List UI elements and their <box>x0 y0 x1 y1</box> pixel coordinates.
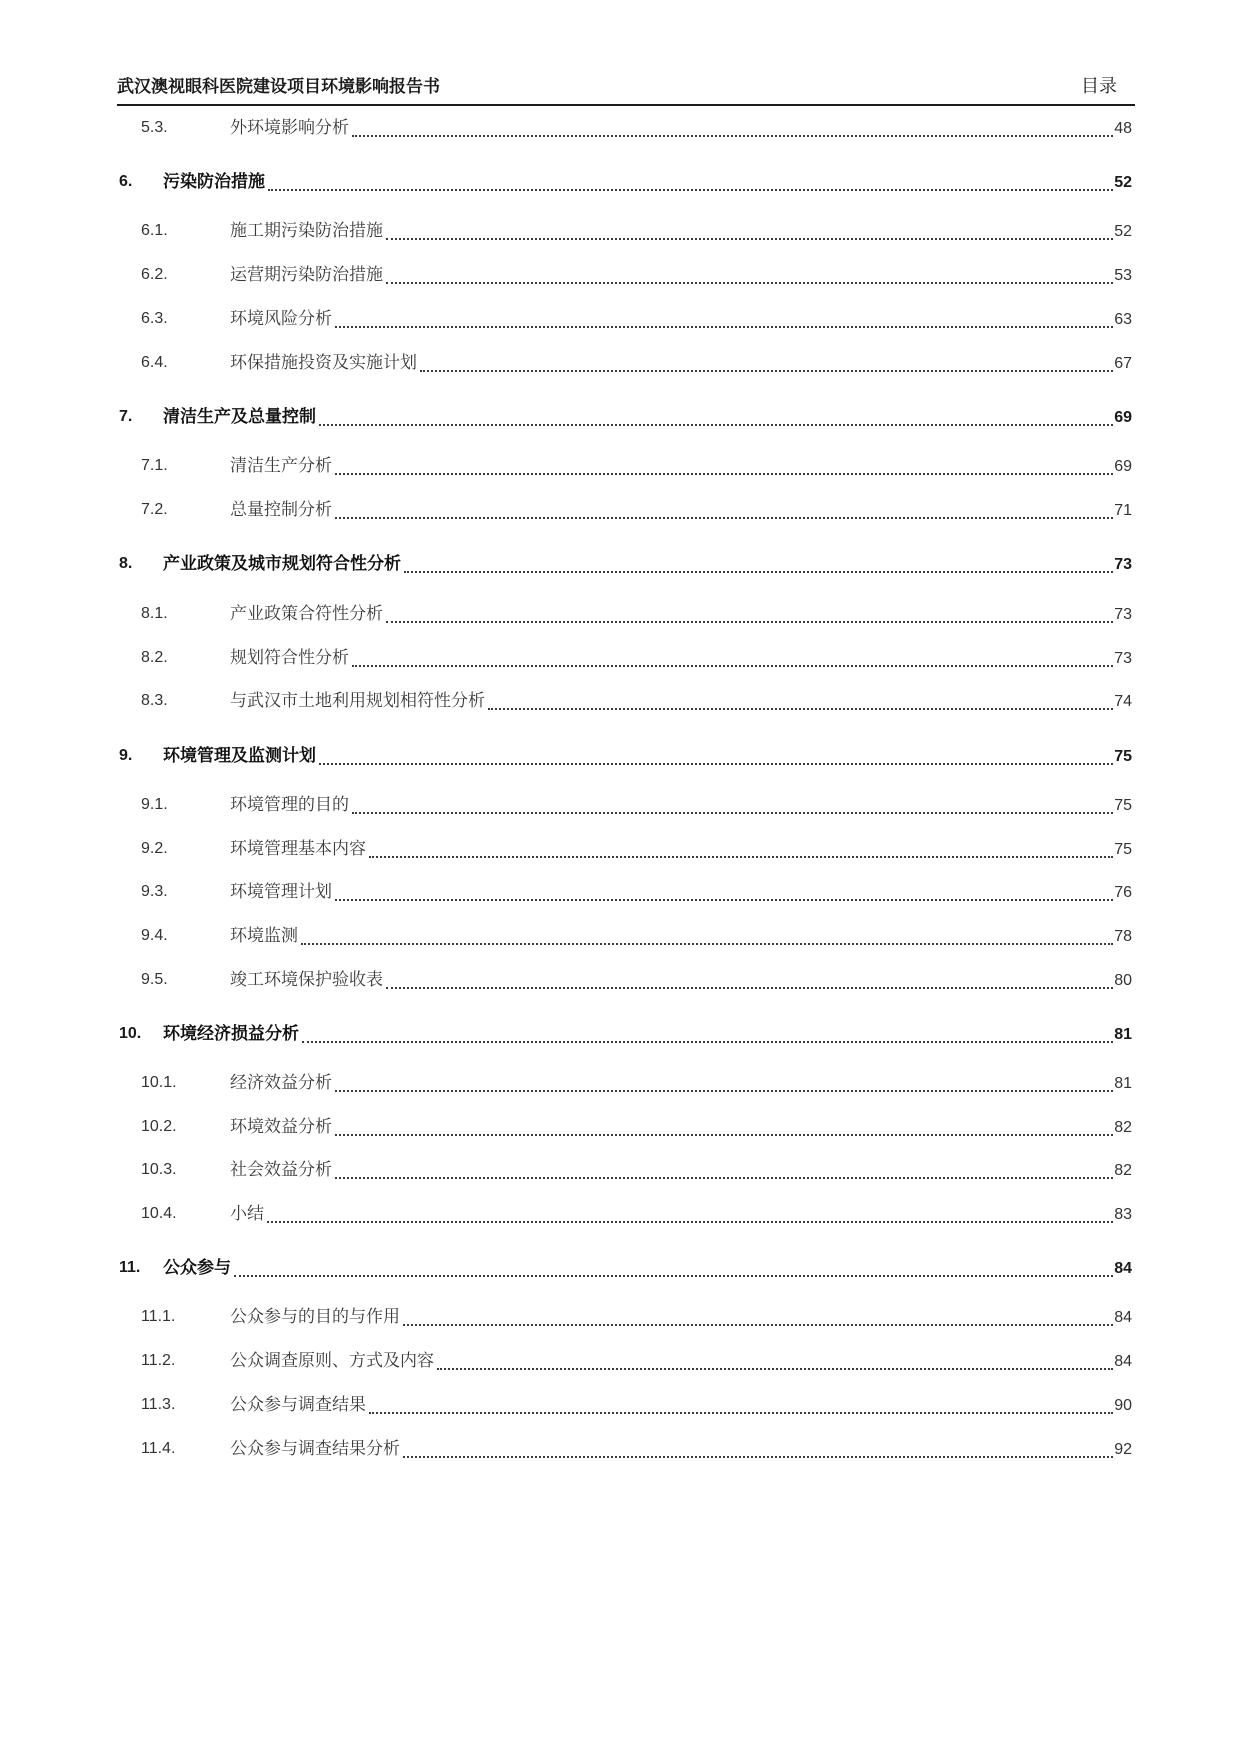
toc-section-entry[interactable] <box>0 1391 1241 1419</box>
toc-entry-title: 环境管理基本内容 <box>230 839 366 859</box>
toc-section-entry[interactable] <box>0 966 1241 994</box>
toc-dot-leader <box>404 571 1113 573</box>
toc-entry-line <box>230 600 1132 628</box>
toc-entry-line <box>230 496 1132 524</box>
toc-entry-number: 6. <box>119 173 133 190</box>
toc-section-entry[interactable] <box>0 1347 1241 1375</box>
toc-entry-number: 9.2. <box>141 840 168 857</box>
toc-entry-line <box>230 452 1132 480</box>
toc-entry-page: 53 <box>1114 267 1132 284</box>
toc-entry-title: 公众参与调查结果分析 <box>230 1439 400 1459</box>
toc-chapter-entry[interactable] <box>0 168 1241 196</box>
toc-dot-leader <box>386 238 1113 240</box>
toc-entry-page: 73 <box>1114 606 1132 623</box>
toc-entry-line <box>163 742 1132 770</box>
toc-dot-leader <box>488 708 1113 710</box>
toc-entry-line <box>163 1254 1132 1282</box>
toc-entry-title: 环境管理计划 <box>230 882 332 902</box>
toc-entry-number: 9.1. <box>141 796 168 813</box>
toc-entry-line <box>230 791 1132 819</box>
toc-entry-page: 81 <box>1114 1026 1132 1043</box>
toc-entry-number: 10. <box>119 1025 142 1042</box>
toc-entry-page: 73 <box>1114 650 1132 667</box>
toc-entry-line <box>230 1113 1132 1141</box>
toc-chapter-entry[interactable] <box>0 403 1241 431</box>
toc-entry-page: 83 <box>1114 1206 1132 1223</box>
toc-entry-title: 环境管理的目的 <box>230 795 349 815</box>
toc-entry-line <box>230 922 1132 950</box>
toc-entry-title: 环境监测 <box>230 926 298 946</box>
toc-entry-title: 清洁生产及总量控制 <box>163 407 316 427</box>
toc-section-entry[interactable] <box>0 261 1241 289</box>
toc-entry-page: 90 <box>1114 1397 1132 1414</box>
toc-dot-leader <box>369 856 1113 858</box>
toc-dot-leader <box>335 473 1113 475</box>
toc-entry-line <box>230 349 1132 377</box>
toc-entry-page: 80 <box>1114 972 1132 989</box>
toc-entry-page: 75 <box>1114 748 1132 765</box>
toc-section-entry[interactable] <box>0 114 1241 142</box>
toc-entry-number: 8. <box>119 555 133 572</box>
toc-entry-line <box>230 878 1132 906</box>
toc-entry-title: 环境风险分析 <box>230 309 332 329</box>
toc-entry-number: 6.4. <box>141 354 168 371</box>
toc-entry-line <box>230 114 1132 142</box>
toc-entry-title: 外环境影响分析 <box>230 118 349 138</box>
toc-dot-leader <box>335 517 1113 519</box>
toc-entry-page: 82 <box>1114 1119 1132 1136</box>
toc-entry-title: 公众调查原则、方式及内容 <box>230 1351 434 1371</box>
toc-dot-leader <box>335 326 1113 328</box>
toc-dot-leader <box>319 424 1113 426</box>
toc-entry-line <box>230 687 1132 715</box>
document-title: 武汉澳视眼科医院建设项目环境影响报告书 <box>117 77 440 97</box>
toc-entry-number: 7.2. <box>141 501 168 518</box>
toc-entry-title: 公众参与 <box>163 1258 231 1278</box>
toc-dot-leader <box>335 899 1113 901</box>
toc-entry-number: 7. <box>119 408 133 425</box>
toc-entry-page: 69 <box>1114 409 1132 426</box>
toc-entry-number: 10.3. <box>141 1161 177 1178</box>
toc-section-entry[interactable] <box>0 1113 1241 1141</box>
toc-entry-title: 小结 <box>230 1204 264 1224</box>
toc-section-entry[interactable] <box>0 1069 1241 1097</box>
toc-entry-page: 84 <box>1114 1309 1132 1326</box>
toc-dot-leader <box>301 943 1113 945</box>
toc-entry-line <box>230 261 1132 289</box>
toc-dot-leader <box>319 763 1113 765</box>
toc-entry-line <box>163 550 1132 578</box>
toc-entry-title: 经济效益分析 <box>230 1073 332 1093</box>
toc-entry-page: 52 <box>1114 223 1132 240</box>
toc-dot-leader <box>352 665 1113 667</box>
toc-entry-title: 公众参与的目的与作用 <box>230 1307 400 1327</box>
toc-entry-line <box>230 1435 1132 1463</box>
toc-entry-page: 52 <box>1114 174 1132 191</box>
toc-entry-title: 环境经济损益分析 <box>163 1024 299 1044</box>
toc-entry-page: 69 <box>1114 458 1132 475</box>
toc-entry-title: 环境管理及监测计划 <box>163 746 316 766</box>
toc-chapter-entry[interactable] <box>0 1020 1241 1048</box>
toc-entry-line <box>230 1069 1132 1097</box>
toc-section-entry[interactable] <box>0 452 1241 480</box>
toc-dot-leader <box>403 1324 1113 1326</box>
toc-entry-line <box>230 966 1132 994</box>
toc-entry-number: 8.3. <box>141 692 168 709</box>
toc-entry-title: 产业政策合符性分析 <box>230 604 383 624</box>
toc-entry-title: 清洁生产分析 <box>230 456 332 476</box>
toc-entry-number: 11.4. <box>141 1440 176 1457</box>
toc-section-entry[interactable] <box>0 305 1241 333</box>
toc-entry-number: 11.1. <box>141 1308 176 1325</box>
toc-dot-leader <box>335 1090 1113 1092</box>
toc-entry-title: 环境效益分析 <box>230 1117 332 1137</box>
toc-entry-title: 竣工环境保护验收表 <box>230 970 383 990</box>
toc-entry-title: 总量控制分析 <box>230 500 332 520</box>
toc-entry-number: 9.4. <box>141 927 168 944</box>
toc-dot-leader <box>335 1134 1113 1136</box>
toc-chapter-entry[interactable] <box>0 1254 1241 1282</box>
toc-entry-line <box>230 1391 1132 1419</box>
toc-entry-title: 社会效益分析 <box>230 1160 332 1180</box>
toc-entry-title: 规划符合性分析 <box>230 648 349 668</box>
toc-entry-number: 11.3. <box>141 1396 176 1413</box>
toc-entry-line <box>230 835 1132 863</box>
toc-dot-leader <box>268 189 1113 191</box>
toc-section-entry[interactable] <box>0 1303 1241 1331</box>
toc-entry-line <box>163 403 1132 431</box>
toc-entry-number: 8.1. <box>141 605 168 622</box>
toc-dot-leader <box>437 1368 1113 1370</box>
toc-entry-number: 6.2. <box>141 266 168 283</box>
toc-entry-number: 5.3. <box>141 119 168 136</box>
toc-entry-number: 10.4. <box>141 1205 177 1222</box>
toc-dot-leader <box>369 1412 1113 1414</box>
toc-entry-line <box>230 305 1132 333</box>
toc-entry-line <box>230 644 1132 672</box>
toc-dot-leader <box>335 1177 1113 1179</box>
toc-entry-page: 67 <box>1114 355 1132 372</box>
toc-section-entry[interactable] <box>0 496 1241 524</box>
toc-entry-page: 75 <box>1114 841 1132 858</box>
toc-entry-title: 施工期污染防治措施 <box>230 221 383 241</box>
toc-entry-page: 63 <box>1114 311 1132 328</box>
toc-entry-page: 71 <box>1114 502 1132 519</box>
toc-section-entry[interactable] <box>0 349 1241 377</box>
toc-section-entry[interactable] <box>0 878 1241 906</box>
toc-entry-title: 运营期污染防治措施 <box>230 265 383 285</box>
toc-entry-line <box>163 1020 1132 1048</box>
toc-dot-leader <box>352 135 1113 137</box>
toc-entry-page: 84 <box>1114 1353 1132 1370</box>
toc-entry-title: 公众参与调查结果 <box>230 1395 366 1415</box>
toc-entry-number: 10.2. <box>141 1118 177 1135</box>
toc-entry-page: 74 <box>1114 693 1132 710</box>
toc-dot-leader <box>386 621 1113 623</box>
toc-entry-line <box>230 1200 1132 1228</box>
toc-entry-title: 与武汉市土地利用规划相符性分析 <box>230 691 485 711</box>
toc-section-entry[interactable] <box>0 217 1241 245</box>
toc-entry-line <box>230 1303 1132 1331</box>
toc-entry-page: 81 <box>1114 1075 1132 1092</box>
toc-dot-leader <box>386 987 1113 989</box>
toc-entry-page: 75 <box>1114 797 1132 814</box>
toc-section-entry[interactable] <box>0 1156 1241 1184</box>
toc-chapter-entry[interactable] <box>0 742 1241 770</box>
toc-entry-number: 9.5. <box>141 971 168 988</box>
toc-entry-line <box>230 1156 1132 1184</box>
toc-entry-number: 9.3. <box>141 883 168 900</box>
toc-entry-page: 73 <box>1114 556 1132 573</box>
toc-entry-page: 82 <box>1114 1162 1132 1179</box>
toc-entry-page: 84 <box>1114 1260 1132 1277</box>
toc-dot-leader <box>302 1041 1113 1043</box>
toc-section-entry[interactable] <box>0 922 1241 950</box>
toc-section-entry[interactable] <box>0 687 1241 715</box>
toc-dot-leader <box>386 282 1113 284</box>
toc-dot-leader <box>267 1221 1113 1223</box>
toc-entry-page: 76 <box>1114 884 1132 901</box>
toc-entry-title: 污染防治措施 <box>163 172 265 192</box>
toc-entry-line <box>230 217 1132 245</box>
toc-chapter-entry[interactable] <box>0 550 1241 578</box>
toc-entry-page: 78 <box>1114 928 1132 945</box>
section-label: 目录 <box>1081 76 1117 97</box>
toc-section-entry[interactable] <box>0 835 1241 863</box>
toc-entry-line <box>163 168 1132 196</box>
toc-section-entry[interactable] <box>0 644 1241 672</box>
toc-entry-title: 环保措施投资及实施计划 <box>230 353 417 373</box>
toc-entry-line <box>230 1347 1132 1375</box>
toc-section-entry[interactable] <box>0 791 1241 819</box>
toc-entry-number: 8.2. <box>141 649 168 666</box>
toc-entry-title: 产业政策及城市规划符合性分析 <box>163 554 401 574</box>
toc-dot-leader <box>420 370 1113 372</box>
toc-dot-leader <box>352 812 1113 814</box>
toc-entry-number: 11.2. <box>141 1352 176 1369</box>
toc-entry-page: 48 <box>1114 120 1132 137</box>
toc-entry-number: 10.1. <box>141 1074 177 1091</box>
toc-section-entry[interactable] <box>0 1200 1241 1228</box>
toc-entry-number: 6.3. <box>141 310 168 327</box>
toc-entry-page: 92 <box>1114 1441 1132 1458</box>
toc-section-entry[interactable] <box>0 1435 1241 1463</box>
toc-entry-number: 7.1. <box>141 457 168 474</box>
toc-entry-number: 6.1. <box>141 222 168 239</box>
toc-entry-number: 9. <box>119 747 133 764</box>
toc-entry-number: 11. <box>119 1259 141 1276</box>
toc-dot-leader <box>234 1275 1113 1277</box>
toc-dot-leader <box>403 1456 1113 1458</box>
toc-section-entry[interactable] <box>0 600 1241 628</box>
